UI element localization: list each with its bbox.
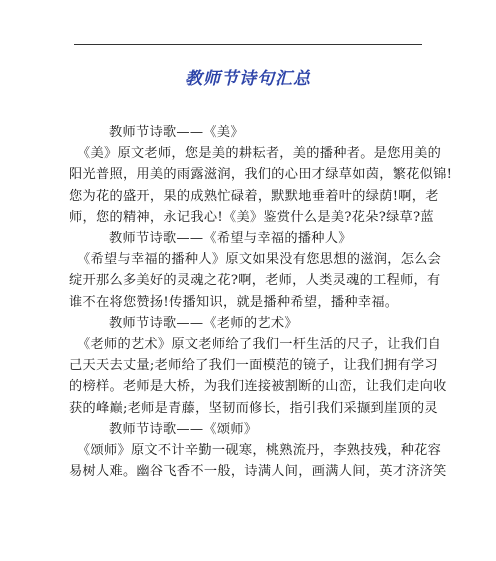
paragraph-line: 《老师的艺术》原文老师给了我们一杆生活的尺子，让我们自: [77, 337, 442, 353]
paragraph-line: 易树人难。幽谷飞香不一般，诗满人间，画满人间，英才济济笑: [69, 464, 447, 480]
paragraph-line: 《希望与幸福的播种人》原文如果没有您思想的滋润，怎么会: [77, 252, 442, 268]
paragraph-line: 《美》原文老师，您是美的耕耘者，美的播种者。是您用美的: [77, 146, 442, 162]
paragraph-line: 获的峰巅;老师是青藤，坚韧而修长，指引我们采撷到崖顶的灵: [69, 400, 438, 416]
document-title: 教师节诗句汇总: [185, 69, 311, 89]
paragraph-line: 绽开那么多美好的灵魂之花?啊，老师，人类灵魂的工程师，有: [69, 273, 441, 289]
paragraph-line: 《颂师》原文不计辛勤一砚寒，桃熟流丹，李熟技残，种花容: [77, 443, 442, 459]
paragraph-line: 您为花的盛开，果的成熟忙碌着，默默地垂着叶的绿荫!啊，老: [69, 188, 439, 204]
document-body: [69, 122, 453, 482]
section-heading-yishu: 教师节诗歌——《老师的艺术》: [109, 315, 298, 331]
paragraph-line: 师，您的精神，永记我心!《美》鉴赏什么是美?花朵?绿草?蓝: [69, 209, 434, 225]
section-heading-xiwang: 教师节诗歌——《希望与幸福的播种人》: [109, 231, 352, 247]
paragraph-line: 谁不在将您赞扬!传播知识，就是播种希望，播种幸福。: [69, 294, 399, 310]
header-rule: [74, 44, 422, 45]
paragraph-line: 己天天去丈量;老师给了我们一面模范的镜子，让我们拥有学习: [69, 358, 438, 374]
paragraph-line: 的榜样。老师是大桥，为我们连接被割断的山峦，让我们走向收: [69, 379, 447, 395]
paragraph-line: 阳光普照，用美的雨露滋润，我们的心田才绿草如茵，繁花似锦!: [69, 167, 453, 183]
section-heading-songshi: 教师节诗歌——《颂师》: [109, 421, 258, 437]
section-heading-mei: 教师节诗歌——《美》: [109, 125, 244, 140]
